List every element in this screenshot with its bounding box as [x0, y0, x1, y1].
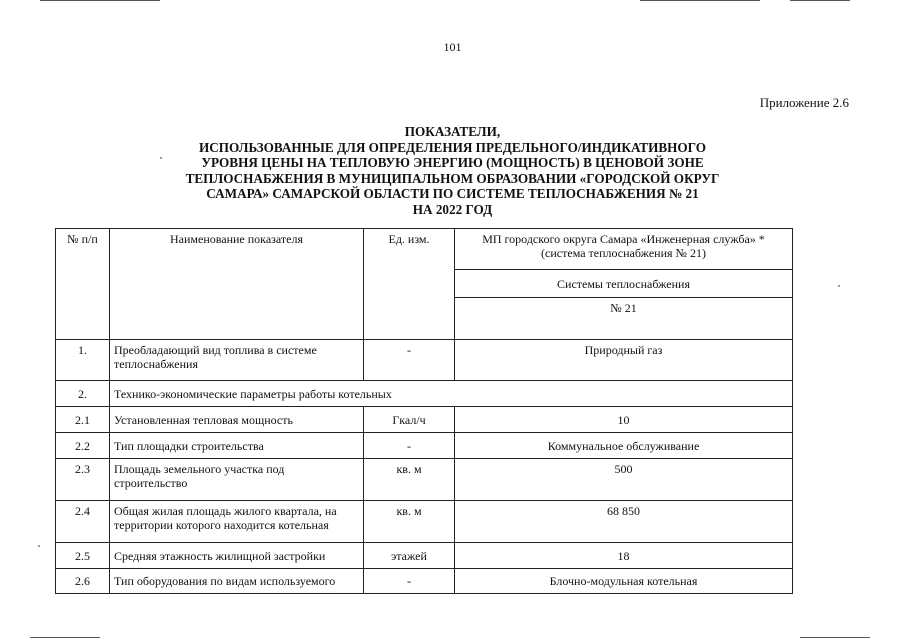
table-row — [56, 501, 793, 543]
page-number: 101 — [443, 40, 462, 54]
table-row — [56, 569, 793, 594]
appendix-label: Приложение 2.6 — [759, 95, 849, 110]
row-name: Тип оборудования по видам используемого — [110, 569, 364, 594]
title-line: ИСПОЛЬЗОВАННЫЕ ДЛЯ ОПРЕДЕЛЕНИЯ ПРЕДЕЛЬНОГО/ИНДИКАТИВНОГО — [199, 139, 706, 155]
row-unit: кв. м — [364, 501, 455, 543]
header-num: № п/п — [56, 229, 110, 340]
title-line: НА 2022 ГОД — [412, 201, 493, 217]
row-unit: - — [364, 569, 455, 594]
header-system-no: № 21 — [455, 298, 793, 340]
row-name: Тип площадки строительства — [110, 433, 364, 459]
row-num: 2.3 — [56, 459, 110, 501]
row-unit: кв. м — [364, 459, 455, 501]
scan-line-top-mid — [640, 0, 760, 1]
scan-line-bottom-left — [30, 637, 100, 638]
table-row — [56, 407, 793, 433]
row-name: Преобладающий вид топлива в системе теплоснабжения — [110, 340, 364, 381]
scan-line-top-right — [790, 0, 850, 1]
row-value: Блочно-модульная котельная — [455, 569, 793, 594]
row-value: 18 — [455, 543, 793, 569]
row-num: 2.2 — [56, 433, 110, 459]
row-num: 2.4 — [56, 501, 110, 543]
indicators-table — [55, 228, 793, 594]
row-unit: - — [364, 433, 455, 459]
scan-speck — [838, 285, 840, 287]
row-num: 2.6 — [56, 569, 110, 594]
row-name: Общая жилая площадь жилого квартала, на территории которого находится котельная — [110, 501, 364, 543]
row-name: Площадь земельного участка под строительство — [110, 459, 364, 501]
row-value: 10 — [455, 407, 793, 433]
section-title: Технико-экономические параметры работы котельных — [110, 381, 793, 407]
row-value: 68 850 — [455, 501, 793, 543]
document-title — [130, 124, 775, 218]
header-name: Наименование показателя — [110, 229, 364, 340]
title-line: ТЕПЛОСНАБЖЕНИЯ В МУНИЦИПАЛЬНОМ ОБРАЗОВАНИИ «ГОРОДСКОЙ ОКРУГ — [185, 170, 720, 186]
header-systems: Системы теплоснабжения — [455, 270, 793, 298]
title-line: УРОВНЯ ЦЕНЫ НА ТЕПЛОВУЮ ЭНЕРГИЮ (МОЩНОСТЬ) В ЦЕНОВОЙ ЗОНЕ — [201, 155, 704, 171]
title-line: САМАРА» САМАРСКОЙ ОБЛАСТИ ПО СИСТЕМЕ ТЕПЛОСНАБЖЕНИЯ № 21 — [206, 186, 699, 202]
row-num: 2.5 — [56, 543, 110, 569]
row-num: 1. — [56, 340, 110, 381]
row-name: Установленная тепловая мощность — [110, 407, 364, 433]
table-row — [56, 459, 793, 501]
row-unit: - — [364, 340, 455, 381]
scan-speck — [38, 545, 40, 547]
title-line: ПОКАЗАТЕЛИ, — [404, 124, 501, 139]
row-value: Коммунальное обслуживание — [455, 433, 793, 459]
table-row — [56, 433, 793, 459]
scan-line-top-left — [40, 0, 160, 1]
row-name: Средняя этажность жилищной застройки — [110, 543, 364, 569]
scan-line-bottom-right — [800, 637, 870, 638]
row-unit: этажей — [364, 543, 455, 569]
row-unit: Гкал/ч — [364, 407, 455, 433]
row-num: 2. — [56, 381, 110, 407]
row-value: Природный газ — [455, 340, 793, 381]
header-unit: Ед. изм. — [364, 229, 455, 340]
row-value: 500 — [455, 459, 793, 501]
row-num: 2.1 — [56, 407, 110, 433]
table-row — [56, 543, 793, 569]
table-row — [56, 381, 793, 407]
header-org: МП городского округа Самара «Инженерная служба» * (система теплоснабжения № 21) — [455, 229, 793, 270]
table-row — [56, 340, 793, 381]
